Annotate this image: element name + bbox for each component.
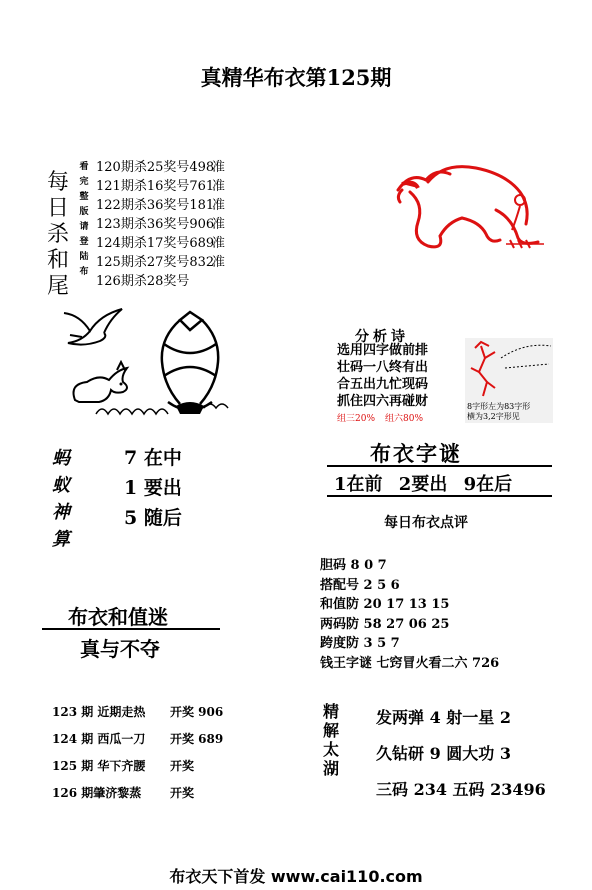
history-text: 124 期 西瓜一刀 [52, 732, 146, 746]
kill-row-text: 124期杀17奖号689 [96, 236, 215, 251]
value-riddle-title: 布衣和值迷 [68, 605, 168, 629]
poem-line: 抓住四六再碰财 [337, 394, 429, 409]
side-notes [467, 402, 530, 422]
kill-row-mark: 准 [212, 236, 226, 251]
history-text: 126 期肇济黎蒸 [52, 786, 142, 800]
kill-row-mark: 准 [212, 255, 226, 270]
kill-row [96, 215, 228, 234]
stats-row: 钱王字谜 七窍冒火看二六 726 [320, 655, 500, 671]
poem-title: 分析诗 [355, 329, 409, 345]
history-result: 开奖 689 [170, 732, 224, 746]
jingjie-line: 三码 234 五码 23496 [376, 780, 546, 799]
hourglass-icon [92, 310, 232, 418]
ant-calc-list [124, 443, 182, 533]
page-title: 真精华布衣第125期 [200, 65, 392, 90]
daily-kill-list [96, 158, 228, 291]
stats-row: 搭配号 2 5 6 [320, 577, 400, 593]
stats-block [320, 556, 499, 673]
ant-calc-row: 1 要出 [124, 477, 182, 499]
history-list [52, 703, 223, 811]
stats-row: 和值防 20 17 13 15 [320, 597, 450, 612]
kill-row-mark: 准 [212, 198, 226, 213]
value-riddle-answer: 真与不夺 [80, 637, 160, 661]
ant-calc-heading: 蚂蚁神算 [52, 448, 70, 550]
history-result: 开奖 906 [170, 705, 224, 719]
stats-row: 两码防 58 27 06 25 [320, 616, 450, 632]
history-text: 125 期 华下齐腰 [52, 759, 146, 773]
kill-row-mark: 准 [212, 217, 226, 232]
poem-notes [337, 411, 433, 424]
poem-note: 组六80% [385, 414, 424, 424]
history-row [52, 757, 223, 784]
kill-row-mark: 准 [212, 179, 226, 194]
kill-row [96, 234, 228, 253]
kill-row-text: 126期杀28奖号 [96, 274, 190, 289]
stats-row: 胆码 8 0 7 [320, 558, 387, 573]
kill-row-mark [212, 272, 228, 291]
kill-row-text: 122期杀36奖号181 [96, 198, 215, 213]
poem-lines [337, 342, 428, 410]
riddle-divider-top [327, 465, 552, 467]
poem-line: 合五出九忙现码 [337, 377, 429, 392]
stats-row: 跨度防 3 5 7 [320, 636, 400, 651]
history-result: 开奖 [170, 786, 195, 800]
kill-row-mark: 准 [212, 160, 226, 175]
kill-row [96, 177, 228, 196]
riddle-answer: 1在前 2要出 9在后 [334, 474, 513, 495]
kill-row-text: 125期杀27奖号832 [96, 255, 215, 270]
kill-row [96, 196, 228, 215]
history-row [52, 784, 223, 811]
footer: 布衣天下首发 www.cai110.com [169, 867, 423, 886]
poem-line: 壮码一八终有出 [337, 360, 429, 375]
riddle-title: 布衣字谜 [370, 441, 462, 466]
jingjie-line: 久钻研 9 圆大功 3 [376, 744, 511, 763]
history-text: 123 期 近期走热 [52, 705, 146, 719]
poem-note: 组三20% [337, 414, 376, 424]
riddle-divider-bottom [327, 495, 552, 497]
value-riddle-divider [42, 628, 220, 630]
kill-row-text: 120期杀25奖号498 [96, 160, 215, 175]
history-row [52, 703, 223, 730]
kill-row [96, 272, 228, 291]
kill-row [96, 158, 228, 177]
ant-calc-row: 7 在中 [124, 447, 182, 469]
side-note: 横为3,2字形见 [467, 412, 520, 421]
history-result: 开奖 [170, 759, 195, 773]
jingjie-line: 发两弹 4 射一星 2 [376, 708, 511, 727]
red-horse-sketch-icon [388, 160, 548, 260]
jingjie-lines [376, 700, 546, 808]
daily-kill-sub-label: 看完整版请登陆布 [79, 162, 89, 277]
side-note: 8字形左为83字形 [467, 402, 531, 411]
ant-calc-row: 5 随后 [124, 507, 182, 529]
history-row [52, 730, 223, 757]
kill-row [96, 253, 228, 272]
jingjie-heading: 精解太湖 [322, 702, 339, 778]
kill-row-text: 123期杀36奖号906 [96, 217, 215, 232]
kill-row-text: 121期杀16奖号761 [96, 179, 215, 194]
review-heading: 每日布衣点评 [384, 515, 468, 531]
poem-line: 选用四字做前排 [337, 343, 429, 358]
daily-kill-heading: 每日杀和尾 [46, 170, 69, 299]
